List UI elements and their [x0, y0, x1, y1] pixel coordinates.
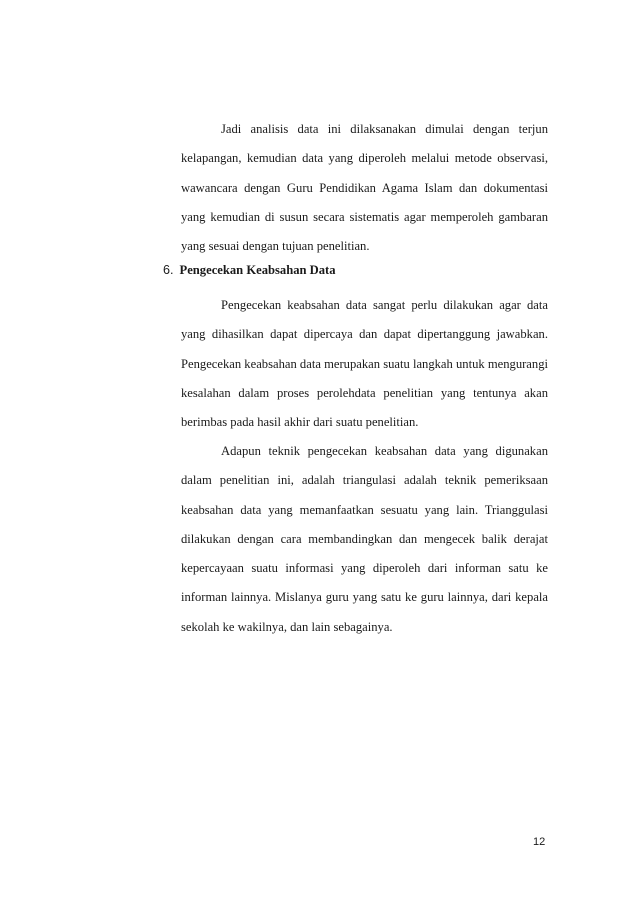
paragraph-triangulasi	[181, 437, 548, 642]
section-title: Pengecekan Keabsahan Data	[179, 263, 336, 277]
paragraph-text: Pengecekan keabsahan data sangat perlu dilakukan agar data yang dihasilkan dapat dipercaya dan dapat dipertanggung jawabkan. Pengecekan keabsahan data merupakan suatu langkah untuk mengurangi kesalahan dalam proses perolehdata penelitian yang tentunya akan berimbas pada hasil akhir dari suatu penelitian.	[181, 298, 548, 430]
section-number: 6.	[163, 263, 174, 277]
paragraph-text: Adapun teknik pengecekan keabsahan data yang digunakan dalam penelitian ini, adalah triangulasi adalah teknik pemeriksaan keabsahan data yang memanfaatkan sesuatu yang lain. Trianggulasi dilakukan dengan cara membandingkan dan mengecek balik derajat kepercayaan suatu informasi yang diperoleh dari informan satu ke informan lainnya. Mislanya guru yang satu ke guru lainnya, dari kepala sekolah ke wakilnya, dan lain sebagainya.	[181, 444, 548, 634]
paragraph-keabsahan	[181, 291, 548, 437]
page-number: 12	[533, 836, 546, 848]
paragraph-analysis-intro	[181, 115, 548, 261]
paragraph-text: Jadi analisis data ini dilaksanakan dimulai dengan terjun kelapangan, kemudian data yang diperoleh melalui metode observasi, wawancara dengan Guru Pendidikan Agama Islam dan dokumentasi yang kemudian di susun secara sistematis agar memperoleh gambaran yang sesuai dengan tujuan penelitian.	[181, 122, 548, 254]
section-heading	[163, 256, 336, 285]
